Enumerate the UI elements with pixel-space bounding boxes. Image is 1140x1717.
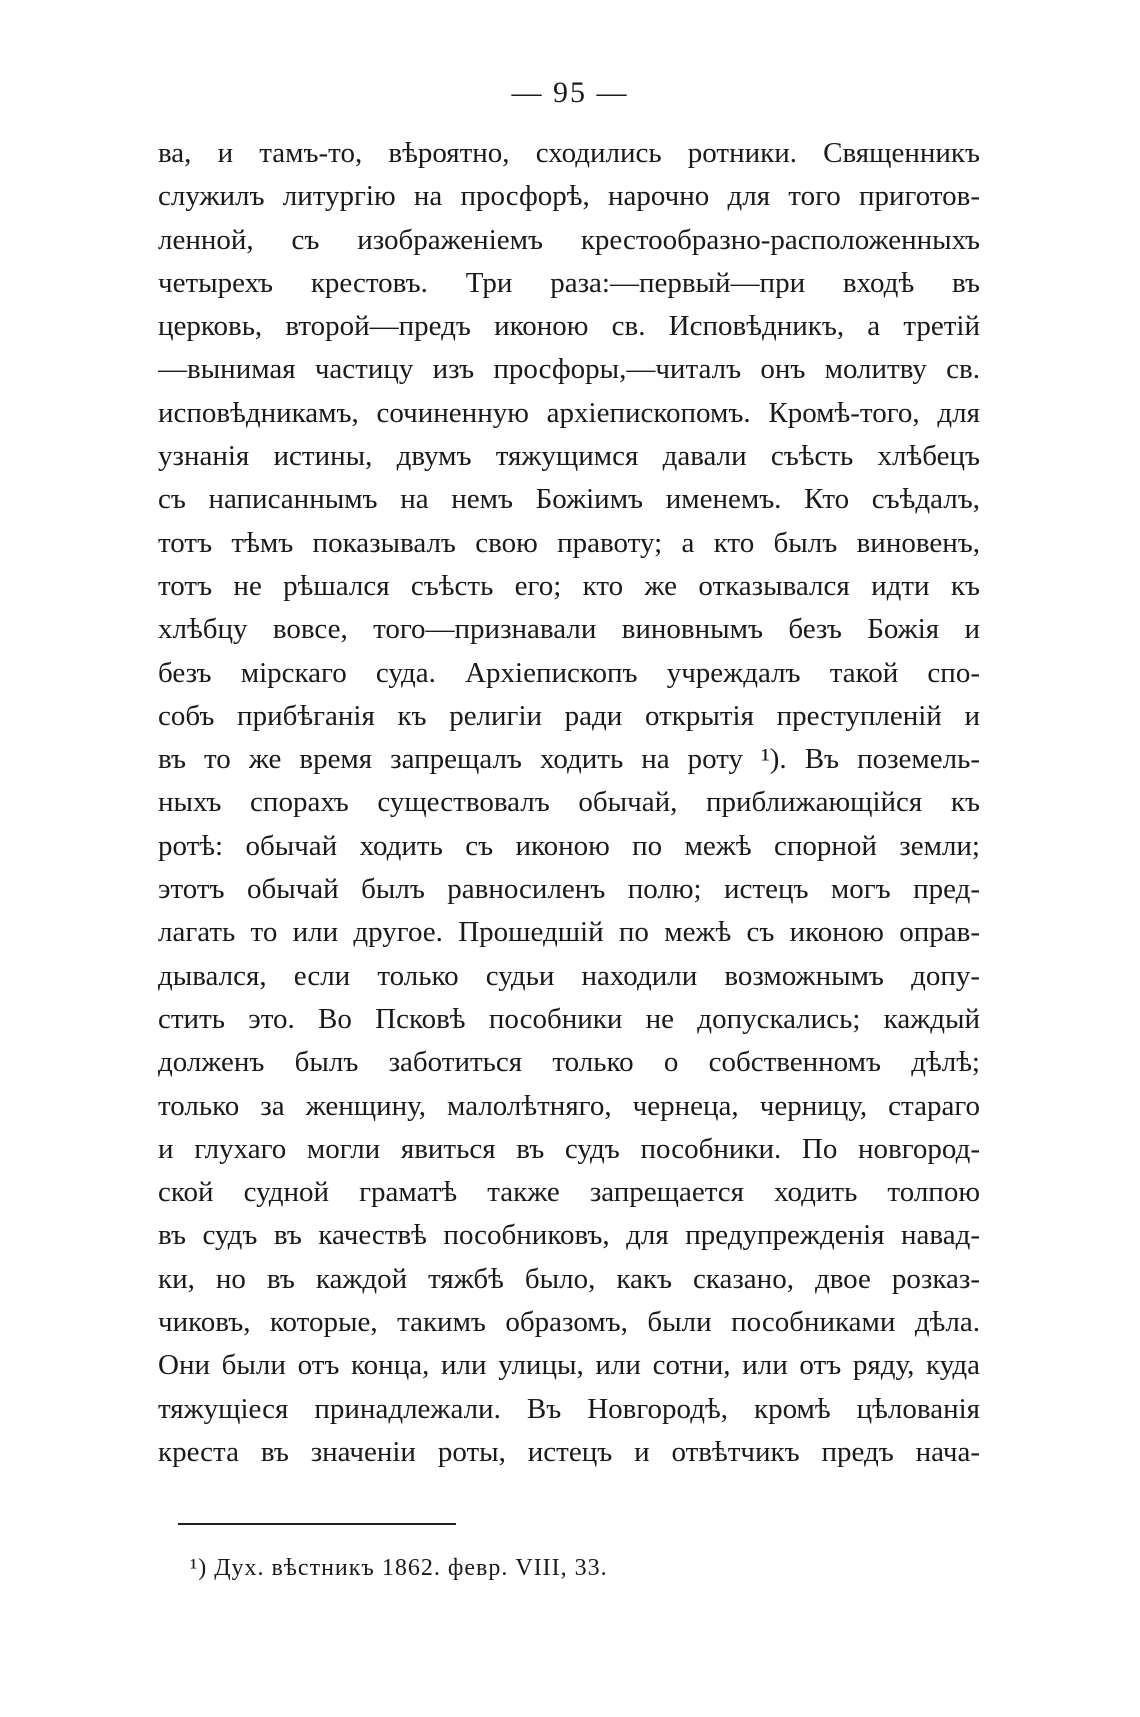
text-line: тотъ не рѣшался съѣсть его; кто же отказывался идти къ [158,569,980,602]
text-line: четырехъ крестовъ. Три раза:—первый—при входѣ въ [158,266,980,299]
text-line: чиковъ, которые, такимъ образомъ, были пособниками дѣла. [158,1306,980,1339]
text-line: безъ мірскаго суда. Архіепископъ учреждалъ такой спо- [158,656,980,689]
text-line: собъ прибѣганія къ религіи ради открытія преступленій и [158,699,980,732]
text-line: дывался, если только судьи находили возможнымъ допу- [158,959,980,992]
text-line: ротѣ: обычай ходить съ иконою по межѣ спорной земли; [158,829,980,862]
text-line: въ то же время запрещалъ ходить на роту ¹). Въ поземель- [158,743,980,776]
text-line: исповѣдникамъ, сочиненную архіепископомъ. Кромѣ-того, для [158,396,980,429]
text-line: стить это. Во Псковѣ пособники не допускались; каждый [158,1002,980,1035]
text-line: Они были отъ конца, или улицы, или сотни, или отъ ряду, куда [158,1349,980,1382]
text-line: лагать то или другое. Прошедшій по межѣ съ иконою оправ- [158,916,980,949]
text-line: ленной, съ изображеніемъ крестообразно-расположенныхъ [158,223,980,256]
text-line: —вынимая частицу изъ просфоры,—читалъ онъ молитву св. [158,353,980,386]
text-line: служилъ литургію на просфорѣ, нарочно для того приготов- [158,180,980,213]
text-line: хлѣбцу вовсе, того—признавали виновнымъ безъ Божія и [158,613,980,646]
text-line: креста въ значеніи роты, истецъ и отвѣтчикъ предъ нача- [158,1435,980,1468]
text-line: тотъ тѣмъ показывалъ свою правоту; а кто былъ виновенъ, [158,526,980,559]
text-line: этотъ обычай былъ равносиленъ полю; истецъ могъ пред- [158,873,980,906]
text-line: ва, и тамъ-то, вѣроятно, сходились ротники. Священникъ [158,137,980,169]
page-number: — 95 — [511,76,629,109]
text-line: ныхъ спорахъ существовалъ обычай, приближающійся къ [158,786,980,819]
text-line: тяжущіеся принадлежали. Въ Новгородѣ, кромѣ цѣлованія [158,1392,980,1425]
text-line: въ судъ въ качествѣ пособниковъ, для предупрежденія навад- [158,1219,980,1252]
footnote-divider [178,1523,456,1525]
text-line: долженъ былъ заботиться только о собственномъ дѣлѣ; [158,1046,980,1079]
text-line: только за женщину, малолѣтняго, чернеца, черницу, стараго [158,1089,980,1122]
text-line: съ написаннымъ на немъ Божіимъ именемъ. Кто съѣдалъ, [158,483,980,516]
body-text [158,132,980,1474]
text-line: узнанія истины, двумъ тяжущимся давали съѣсть хлѣбецъ [158,440,980,473]
footnote: ¹) Дух. вѣстникъ 1862. февр. VIII, 33. [190,1555,608,1581]
text-line: и глухаго могли явиться въ судъ пособники. По новгород- [158,1132,980,1165]
text-line: ки, но въ каждой тяжбѣ было, какъ сказано, двое розказ- [158,1262,980,1295]
text-line: церковь, второй—предъ иконою св. Исповѣдникъ, а третій [158,310,980,343]
text-line: ской судной граматѣ также запрещается ходить толпою [158,1176,980,1209]
